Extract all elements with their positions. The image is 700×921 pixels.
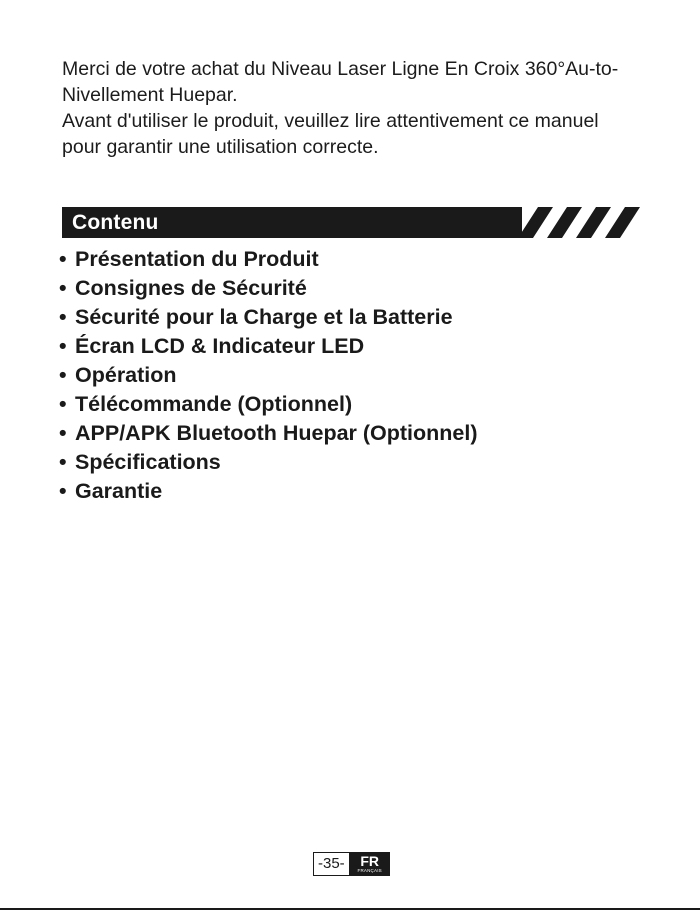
contents-item-bluetooth-app: • APP/APK Bluetooth Huepar (Optionnel) bbox=[59, 421, 478, 445]
contents-item-presentation: • Présentation du Produit bbox=[59, 247, 319, 271]
contents-item-specifications: • Spécifications bbox=[59, 450, 221, 474]
intro-text bbox=[62, 56, 642, 160]
contents-item-warranty: • Garantie bbox=[59, 479, 163, 503]
page-number: -35- bbox=[313, 852, 350, 876]
bottom-rule bbox=[0, 908, 700, 910]
page-footer bbox=[313, 852, 390, 876]
intro-paragraph-instructions: Avant d'utiliser le produit, veuillez lire attentivement ce manuel pour garantir une utilisation correcte. bbox=[62, 110, 599, 158]
contents-item-safety: • Consignes de Sécurité bbox=[59, 276, 307, 300]
heading-stripes-decoration bbox=[518, 207, 640, 238]
contents-item-charging-battery: • Sécurité pour la Charge et la Batterie bbox=[59, 305, 453, 329]
contents-item-lcd-led: • Écran LCD & Indicateur LED bbox=[59, 334, 365, 358]
contents-heading: Contenu bbox=[72, 211, 159, 234]
contents-item-operation: • Opération bbox=[59, 363, 177, 387]
language-badge bbox=[350, 852, 390, 876]
language-name: FRANÇAIS bbox=[357, 868, 382, 873]
language-code: FR bbox=[360, 853, 380, 869]
contents-heading-bar bbox=[62, 207, 522, 238]
contents-list bbox=[59, 245, 478, 506]
contents-item-remote: • Télécommande (Optionnel) bbox=[59, 392, 353, 416]
intro-paragraph-thanks: Merci de votre achat du Niveau Laser Ligne En Croix 360°Au-to-Nivellement Huepar. bbox=[62, 58, 619, 106]
